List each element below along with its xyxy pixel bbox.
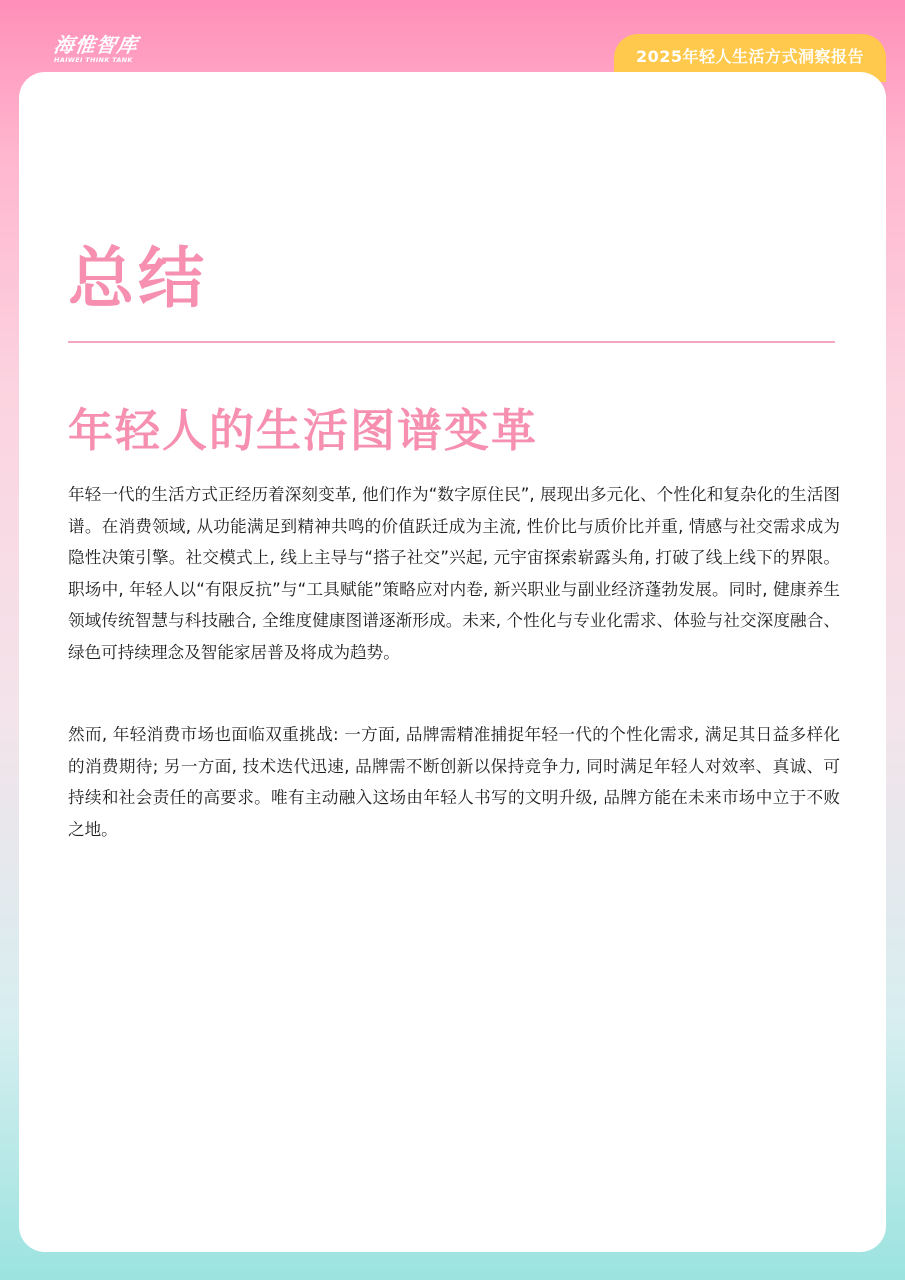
section-heading: 年轻人的生活图谱变革 — [68, 404, 539, 457]
page-title: 总结 — [68, 240, 208, 317]
summary-paragraph-2: 然而, 年轻消费市场也面临双重挑战: 一方面, 品牌需精准捕捉年轻一代的个性化需求, 满足其日益多样化的消费期待; 另一方面, 技术迭代迅速, 品牌需不断创新以保持竞争力, 同时满足年轻人对效率、真诚、可持续和社会责任的高要求。唯有主动融入这场由年轻人书写的文明升级, 品牌方能在未来市场中立于不败之地。 — [68, 725, 840, 839]
logo-wordmark: 海惟智库 — [52, 33, 140, 57]
report-title: 2025年轻人生活方式洞察报告 — [635, 47, 865, 66]
title-divider — [68, 341, 835, 343]
logo-tagline: HAIWEI THINK TANK — [54, 56, 133, 64]
summary-paragraph-1: 年轻一代的生活方式正经历着深刻变革, 他们作为“数字原住民”, 展现出多元化、个性化和复杂化的生活图谱。在消费领域, 从功能满足到精神共鸣的价值跃迁成为主流, 性价比与质价比并重, 情感与社交需求成为隐性决策引擎。社交模式上, 线上主导与“搭子社交”兴起, 元宇宙探索崭露头角, 打破了线上线下的界限。职场中, 年轻人以“有限反抗”与“工具赋能”策略应对内卷, 新兴职业与副业经济蓬勃发展。同时, 健康养生领域传统智慧与科技融合, 全维度健康图谱逐渐形成。未来, 个性化与专业化需求、体验与社交深度融合、绿色可持续理念及智能家居普及将成为趋势。 — [68, 485, 840, 662]
brand-logo — [54, 34, 138, 64]
